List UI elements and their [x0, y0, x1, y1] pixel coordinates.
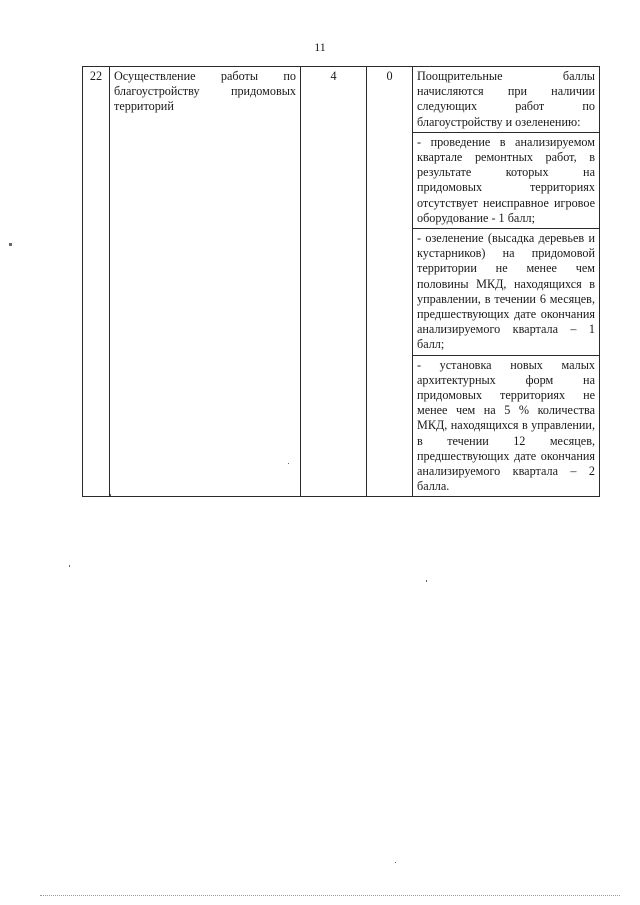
description-item-cell: [413, 132, 600, 228]
scan-speck: [395, 862, 396, 863]
page-number: 11: [314, 40, 326, 54]
criterion-cell: [110, 67, 301, 497]
scan-speck: [426, 580, 427, 582]
description-item-cell: [413, 355, 600, 497]
assigned-points-cell: 0: [367, 67, 413, 497]
description-item: - установка новых малых архитектурных форм на придомовых территориях не менее чем на 5 % количества МКД, находящихся в управлении, в течении 12 месяцев, предшествующих дате окончания анализируемого квартала – 2 балла.: [417, 357, 595, 494]
scan-speck: [288, 463, 289, 464]
scan-speck: [110, 494, 111, 496]
description-item: - озеленение (высадка деревьев и кустарников) на придомовой территории не менее чем половины МКД, находящихся в управлении, в течении 6 месяцев, предшествующих дате окончания анализируемого квартала – 1 балл;: [417, 231, 595, 352]
scan-speck: [69, 565, 70, 567]
criterion-text: Осуществление работы по благоустройству придомовых территорий: [114, 69, 296, 114]
scan-edge-noise: [40, 895, 620, 897]
description-intro: Поощрительные баллы начисляются при наличии следующих работ по благоустройству и озеленению:: [417, 69, 595, 129]
description-intro-cell: [413, 67, 600, 133]
criteria-table: [82, 66, 600, 497]
table-row: [83, 67, 600, 133]
scan-speck: [9, 243, 12, 246]
max-points-cell: 4: [301, 67, 367, 497]
row-number-cell: 22: [83, 67, 110, 497]
description-item: - проведение в анализируемом квартале ремонтных работ, в результате которых на придомовых территориях отсутствует неисправное игровое оборудование - 1 балл;: [417, 134, 595, 225]
description-item-cell: [413, 229, 600, 356]
